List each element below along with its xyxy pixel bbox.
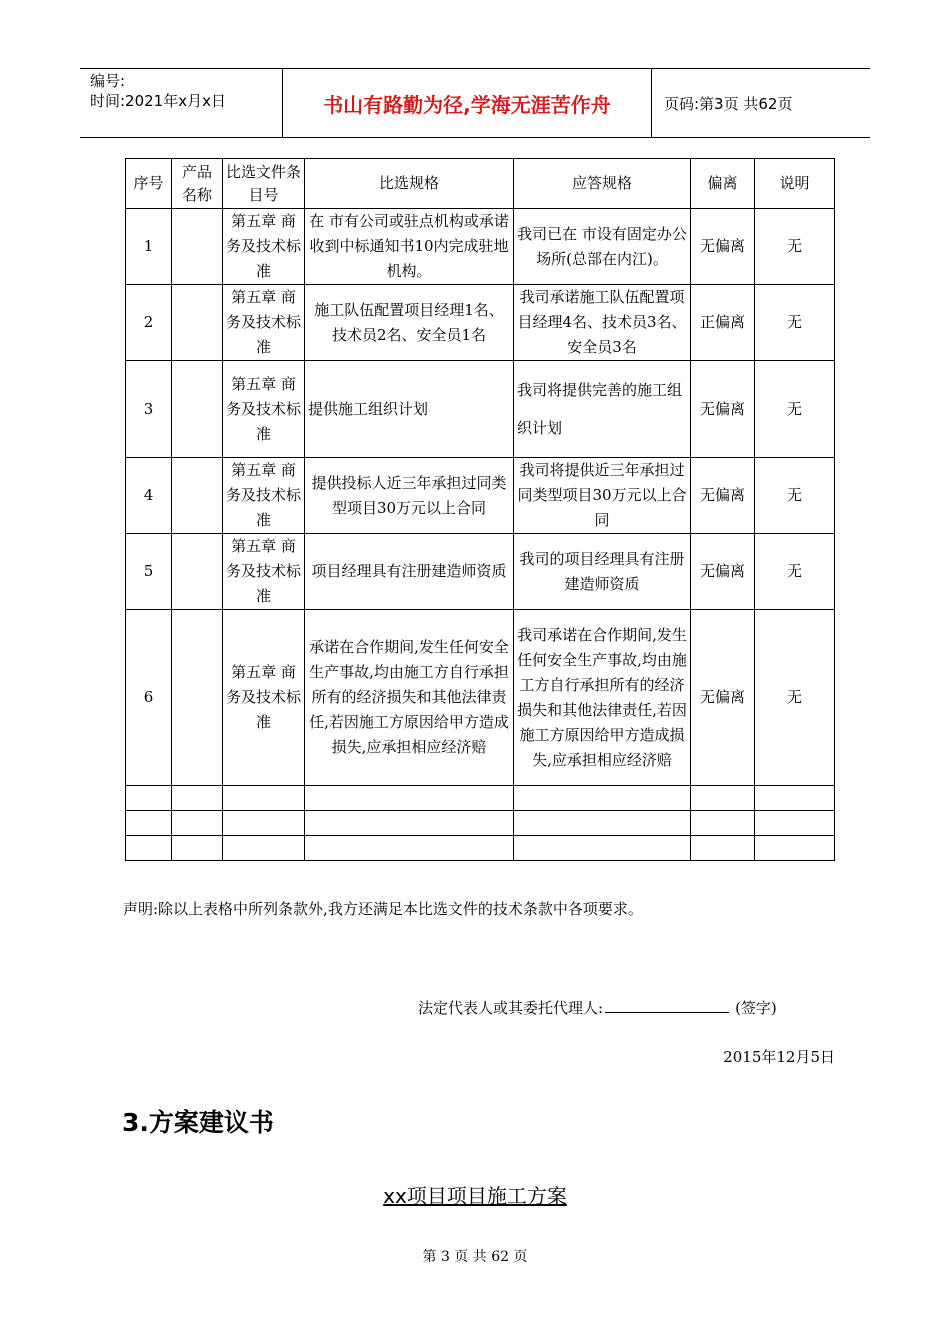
signature-suffix: (签字) bbox=[735, 999, 777, 1017]
comparison-table bbox=[125, 158, 835, 861]
table-row bbox=[126, 458, 835, 534]
header-meta bbox=[80, 69, 283, 137]
cell-spec: 在 市有公司或驻点机构或承诺收到中标通知书10内完成驻地机构。 bbox=[305, 209, 514, 285]
cell-clause: 第五章 商务及技术标准 bbox=[223, 610, 305, 786]
cell-note: 无 bbox=[755, 209, 835, 285]
cell-response: 我司将提供完善的施工组织计划 bbox=[514, 361, 691, 458]
cell-deviation: 无偏离 bbox=[691, 610, 755, 786]
plan-title-wrap bbox=[0, 1180, 950, 1209]
cell-product bbox=[172, 458, 223, 534]
signature-blank bbox=[605, 998, 729, 1013]
cell-note: 无 bbox=[755, 361, 835, 458]
table-row-empty bbox=[126, 836, 835, 861]
cell-note: 无 bbox=[755, 285, 835, 361]
cell-clause: 第五章 商务及技术标准 bbox=[223, 534, 305, 610]
cell-deviation: 无偏离 bbox=[691, 534, 755, 610]
table-header-row bbox=[126, 159, 835, 209]
table-row bbox=[126, 285, 835, 361]
table-row bbox=[126, 209, 835, 285]
cell-clause: 第五章 商务及技术标准 bbox=[223, 361, 305, 458]
cell-no: 3 bbox=[126, 361, 172, 458]
cell-response: 我司的项目经理具有注册建造师资质 bbox=[514, 534, 691, 610]
cell-response: 我司已在 市设有固定办公场所(总部在内江)。 bbox=[514, 209, 691, 285]
document-date: 2015年12月5日 bbox=[723, 1048, 835, 1066]
cell-note: 无 bbox=[755, 610, 835, 786]
col-header-response: 应答规格 bbox=[514, 159, 691, 209]
table-row-empty bbox=[126, 786, 835, 811]
statement-text: 声明:除以上表格中所列条款外,我方还满足本比选文件的技术条款中各项要求。 bbox=[123, 900, 643, 918]
plan-title: xx项目项目施工方案 bbox=[383, 1184, 567, 1208]
col-header-note: 说明 bbox=[755, 159, 835, 209]
cell-deviation: 无偏离 bbox=[691, 458, 755, 534]
cell-note: 无 bbox=[755, 458, 835, 534]
cell-product bbox=[172, 285, 223, 361]
cell-response: 我司承诺施工队伍配置项目经理4名、技术员3名、安全员3名 bbox=[514, 285, 691, 361]
page-footer: 第 3 页 共 62 页 bbox=[422, 1249, 528, 1265]
table-row bbox=[126, 361, 835, 458]
cell-spec: 项目经理具有注册建造师资质 bbox=[305, 534, 514, 610]
cell-product bbox=[172, 534, 223, 610]
cell-no: 2 bbox=[126, 285, 172, 361]
table-row-empty bbox=[126, 811, 835, 836]
cell-no: 5 bbox=[126, 534, 172, 610]
header-motto: 书山有路勤为径,学海无涯苦作舟 bbox=[283, 69, 652, 137]
col-header-product: 产品名称 bbox=[172, 159, 223, 209]
cell-no: 6 bbox=[126, 610, 172, 786]
col-header-deviation: 偏离 bbox=[691, 159, 755, 209]
doc-number-label: 编号: bbox=[90, 72, 126, 90]
cell-clause: 第五章 商务及技术标准 bbox=[223, 209, 305, 285]
signature-line bbox=[418, 997, 777, 1018]
doc-time: 时间:2021年x月x日 bbox=[90, 92, 226, 110]
cell-no: 4 bbox=[126, 458, 172, 534]
cell-deviation: 无偏离 bbox=[691, 209, 755, 285]
cell-spec: 承诺在合作期间,发生任何安全生产事故,均由施工方自行承担所有的经济损失和其他法律责任,若因施工方原因给甲方造成损失,应承担相应经济赔 bbox=[305, 610, 514, 786]
cell-note: 无 bbox=[755, 534, 835, 610]
cell-clause: 第五章 商务及技术标准 bbox=[223, 458, 305, 534]
col-header-clause: 比选文件条目号 bbox=[223, 159, 305, 209]
cell-spec: 施工队伍配置项目经理1名、技术员2名、安全员1名 bbox=[305, 285, 514, 361]
signature-label: 法定代表人或其委托代理人: bbox=[418, 999, 604, 1017]
cell-product bbox=[172, 610, 223, 786]
cell-clause: 第五章 商务及技术标准 bbox=[223, 285, 305, 361]
col-header-no: 序号 bbox=[126, 159, 172, 209]
cell-response: 我司承诺在合作期间,发生任何安全生产事故,均由施工方自行承担所有的经济损失和其他法律责任,若因施工方原因给甲方造成损失,应承担相应经济赔 bbox=[514, 610, 691, 786]
cell-response: 我司将提供近三年承担过同类型项目30万元以上合同 bbox=[514, 458, 691, 534]
col-header-spec: 比选规格 bbox=[305, 159, 514, 209]
header-page-code: 页码:第3页 共62页 bbox=[664, 94, 793, 113]
section-title: 3.方案建议书 bbox=[122, 1108, 274, 1137]
cell-no: 1 bbox=[126, 209, 172, 285]
cell-spec: 提供投标人近三年承担过同类型项目30万元以上合同 bbox=[305, 458, 514, 534]
table-row bbox=[126, 610, 835, 786]
cell-deviation: 无偏离 bbox=[691, 361, 755, 458]
cell-product bbox=[172, 361, 223, 458]
cell-spec: 提供施工组织计划 bbox=[305, 361, 514, 458]
cell-deviation: 正偏离 bbox=[691, 285, 755, 361]
table-row bbox=[126, 534, 835, 610]
cell-product bbox=[172, 209, 223, 285]
page-header bbox=[80, 68, 870, 138]
